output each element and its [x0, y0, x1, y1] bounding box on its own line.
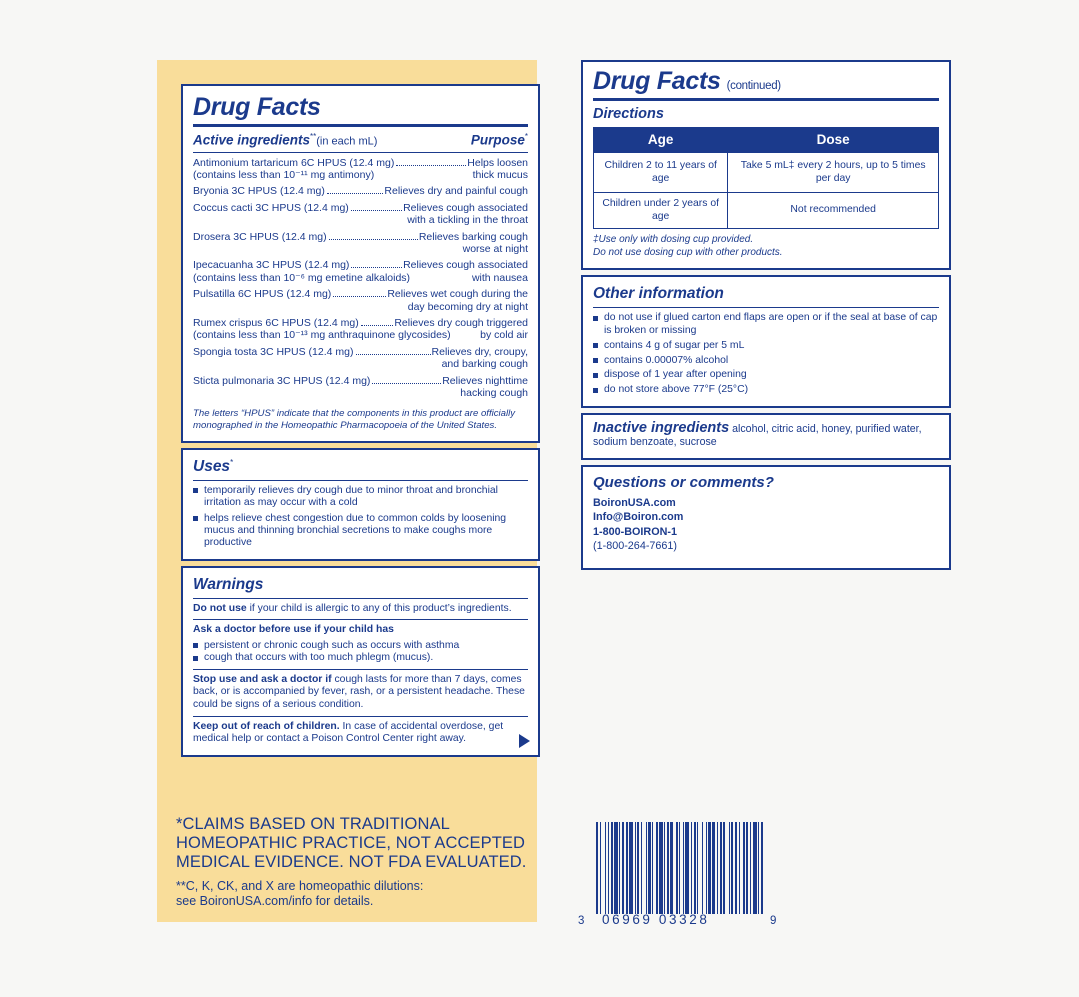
ingredient-purpose-cont: worse at night	[462, 242, 528, 255]
leader-dots	[327, 193, 384, 194]
questions-title: Questions or comments?	[593, 473, 774, 491]
list-item	[193, 513, 528, 550]
drug-facts-panel-right	[581, 60, 951, 575]
ingredient-row	[193, 185, 528, 197]
divider	[193, 716, 528, 717]
leader-dots	[372, 383, 441, 384]
leader-dots	[356, 354, 431, 355]
warning-lead: Ask a doctor before use if your child has	[193, 624, 394, 636]
dosing-note-1: ‡Use only with dosing cup provided.	[593, 234, 754, 246]
warnings-box	[181, 566, 540, 757]
square-bullet-icon	[193, 516, 198, 521]
list-item	[593, 340, 939, 353]
other-item-text: dispose of 1 year after opening	[604, 369, 747, 381]
ingredient-name: Coccus cacti 3C HPUS (12.4 mg)	[193, 201, 349, 214]
active-ingredients-note: (in each mL)	[316, 135, 378, 148]
ingredient-subnote: (contains less than 10⁻¹³ mg anthraquinone glycosides)	[193, 329, 451, 342]
table-row	[594, 193, 939, 229]
active-ingredients-header	[193, 132, 528, 148]
ingredient-purpose: Relieves barking cough	[418, 230, 528, 243]
purpose-label: Purpose	[470, 132, 525, 148]
warning-rest: cough lasts for more than 7 days, comes back, or is accompanied by fever, rash, or a persistent headache. These could be signs of a serious condition.	[193, 673, 525, 710]
other-information-title: Other information	[593, 285, 724, 303]
ask-doctor-item-text: cough that occurs with too much phlegm (mucus).	[204, 652, 434, 664]
warning-lead: Keep out of reach of children.	[193, 720, 340, 732]
warning-lead: Do not use	[193, 602, 247, 614]
phone-number-alt: (1-800-264-7661)	[593, 540, 678, 553]
ingredient-purpose-cont: day becoming dry at night	[407, 300, 528, 313]
divider	[593, 307, 939, 308]
continuation-arrow-icon	[519, 734, 530, 748]
warning-rest: if your child is allergic to any of this product’s ingredients.	[246, 602, 512, 614]
ingredient-purpose-cont: and barking cough	[441, 358, 528, 371]
inactive-ingredients-list: alcohol, citric acid, honey, purified water, sodium benzoate, sucrose	[593, 422, 922, 448]
ingredient-name: Spongia tosta 3C HPUS (12.4 mg)	[193, 345, 354, 358]
list-item	[593, 312, 939, 338]
square-bullet-icon	[593, 388, 598, 393]
warning-do-not-use	[193, 603, 528, 616]
divider	[193, 480, 528, 481]
page-title-continued	[593, 69, 939, 94]
page-title: Drug Facts	[193, 93, 321, 121]
column-header-age: Age	[594, 128, 728, 153]
uses-item-text: helps relieve chest congestion due to common colds by loosening mucus and thinning bronchial secretions to make coughs more productive	[204, 512, 507, 549]
warning-stop-use	[193, 674, 528, 712]
square-bullet-icon	[593, 316, 598, 321]
leader-dots	[361, 325, 394, 326]
questions-box	[581, 465, 951, 570]
ingredient-row	[193, 317, 528, 342]
ingredient-name: Pulsatilla 6C HPUS (12.4 mg)	[193, 288, 332, 301]
barcode-left-digit: 3	[578, 915, 585, 927]
uses-footnote-marker: *	[230, 457, 234, 467]
divider	[593, 98, 939, 101]
ingredient-row	[193, 231, 528, 256]
dosing-table	[593, 127, 939, 229]
other-information-box	[581, 275, 951, 408]
square-bullet-icon	[593, 343, 598, 348]
square-bullet-icon	[593, 373, 598, 378]
ask-doctor-item-text: persistent or chronic cough such as occurs with asthma	[204, 639, 460, 651]
list-item	[193, 640, 528, 652]
ask-doctor-list	[193, 640, 528, 665]
barcode-bars	[596, 822, 764, 914]
warning-text	[193, 603, 528, 616]
purpose-footnote-marker: *	[524, 132, 528, 141]
inactive-ingredients-text	[593, 419, 939, 449]
ingredient-purpose: Relieves dry cough triggered	[394, 316, 528, 329]
square-bullet-icon	[193, 488, 198, 493]
list-item	[593, 384, 939, 397]
ingredient-name: Bryonia 3C HPUS (12.4 mg)	[193, 185, 325, 198]
leader-dots	[329, 239, 418, 240]
ingredient-row	[193, 346, 528, 371]
directions-title: Directions	[593, 106, 664, 122]
ingredient-purpose-cont: thick mucus	[472, 168, 528, 181]
barcode-middle-digits: 06969 03328	[602, 912, 710, 927]
square-bullet-icon	[193, 643, 198, 648]
ingredient-name: Ipecacuanha 3C HPUS (12.4 mg)	[193, 259, 350, 272]
square-bullet-icon	[593, 358, 598, 363]
other-item-text: do not use if glued carton end flaps are open or if the seal at base of cap is broken or missing	[604, 312, 938, 336]
ingredient-purpose: Relieves dry and painful cough	[384, 185, 528, 198]
uses-title-text: Uses	[193, 457, 231, 475]
active-ingredients-label: Active ingredients	[193, 132, 311, 148]
cell-age: Children 2 to 11 years of age	[594, 153, 728, 193]
divider	[193, 669, 528, 670]
ingredient-purpose: Relieves cough associated	[403, 259, 528, 272]
cell-age: Children under 2 years of age	[594, 193, 728, 229]
hpus-note: The letters “HPUS” indicate that the components in this product are officially monographed in the Homeopathic Pharmacopoeia of the United States.	[193, 408, 516, 431]
leader-dots	[351, 267, 402, 268]
cell-dose: Take 5 mL‡ every 2 hours, up to 5 times per day	[728, 153, 939, 193]
active-ingredients-box	[181, 84, 540, 443]
leader-dots	[351, 210, 402, 211]
other-item-text: do not store above 77°F (25°C)	[604, 384, 749, 396]
drug-facts-title: Drug Facts	[593, 67, 721, 95]
divider	[193, 124, 528, 127]
inactive-ingredients-title: Inactive ingredients	[593, 419, 730, 436]
phone-number[interactable]: 1-800-BOIRON-1	[593, 525, 677, 538]
other-item-text: contains 4 g of sugar per 5 mL	[604, 339, 745, 351]
warning-text	[193, 721, 528, 746]
ingredient-name: Rumex crispus 6C HPUS (12.4 mg)	[193, 316, 359, 329]
barcode-right-digit: 9	[770, 915, 777, 927]
square-bullet-icon	[193, 656, 198, 661]
ingredient-purpose-cont: hacking cough	[460, 387, 528, 399]
ingredient-name: Antimonium tartaricum 6C HPUS (12.4 mg)	[193, 156, 395, 169]
claims-footnotes	[176, 815, 546, 909]
uses-list	[193, 485, 528, 550]
other-information-list	[593, 312, 939, 397]
inactive-ingredients-box	[581, 413, 951, 460]
ingredient-purpose: Relieves cough associated	[403, 201, 528, 214]
other-item-text: contains 0.00007% alcohol	[604, 354, 729, 366]
website-link[interactable]: BoironUSA.com	[593, 496, 676, 509]
ingredient-row	[193, 202, 528, 227]
ingredient-row	[193, 259, 528, 284]
warning-rest: In case of accidental overdose, get medical help or contact a Poison Control Center right away.	[193, 720, 504, 745]
dosing-note-2: Do not use dosing cup with other products.	[593, 246, 783, 258]
ingredient-purpose: Relieves nighttime	[442, 374, 528, 387]
uses-title	[193, 458, 528, 476]
uses-item-text: temporarily relieves dry cough due to minor throat and bronchial irritation as may occur with a cold	[204, 484, 498, 509]
divider	[193, 619, 528, 620]
divider	[193, 598, 528, 599]
barcode	[578, 822, 788, 932]
ingredient-purpose: Relieves wet cough during the	[387, 288, 528, 301]
ingredient-name: Drosera 3C HPUS (12.4 mg)	[193, 230, 327, 243]
ingredient-purpose-cont: with a tickling in the throat	[407, 214, 528, 227]
ingredient-subnote: (contains less than 10⁻⁶ mg emetine alkaloids)	[193, 271, 411, 284]
list-item	[593, 355, 939, 368]
ingredient-purpose: Relieves dry, croupy,	[431, 345, 528, 358]
table-row	[594, 153, 939, 193]
column-header-dose: Dose	[728, 128, 939, 153]
drug-facts-panel-left	[181, 84, 540, 762]
ingredient-purpose-cont: by cold air	[480, 329, 528, 342]
ingredient-row	[193, 375, 528, 400]
list-item	[193, 485, 528, 510]
directions-box	[581, 60, 951, 270]
contact-details	[593, 496, 939, 554]
list-item	[593, 369, 939, 382]
warning-ask-doctor	[193, 624, 528, 664]
warning-keep-out-of-reach	[193, 721, 528, 746]
warning-text	[193, 674, 528, 712]
claims-line-1: *CLAIMS BASED ON TRADITIONAL HOMEOPATHIC PRACTICE, NOT ACCEPTED MEDICAL EVIDENCE. NOT FDA EVALUATED.	[176, 815, 527, 871]
cell-dose: Not recommended	[728, 193, 939, 229]
active-ingredients-footnote-marker: **	[310, 132, 317, 141]
ingredient-purpose: Helps loosen	[467, 156, 528, 169]
ingredient-row	[193, 157, 528, 182]
leader-dots	[396, 165, 466, 166]
leader-dots	[333, 296, 386, 297]
ingredient-name: Sticta pulmonaria 3C HPUS (12.4 mg)	[193, 374, 371, 387]
list-item	[193, 652, 528, 664]
ingredient-subnote: (contains less than 10⁻¹¹ mg antimony)	[193, 168, 375, 181]
divider	[193, 152, 528, 153]
claims-line-3: see BoironUSA.com/info for details.	[176, 894, 374, 908]
warnings-title: Warnings	[193, 575, 264, 593]
warning-lead: Stop use and ask a doctor if	[193, 673, 332, 685]
email-link[interactable]: Info@Boiron.com	[593, 511, 684, 524]
uses-box	[181, 448, 540, 561]
table-header-row	[594, 128, 939, 153]
continued-label: (continued)	[726, 80, 781, 92]
ingredient-purpose-cont: with nausea	[471, 271, 528, 284]
claims-line-2: **C, K, CK, and X are homeopathic dilutions:	[176, 879, 424, 893]
ingredient-row	[193, 288, 528, 313]
